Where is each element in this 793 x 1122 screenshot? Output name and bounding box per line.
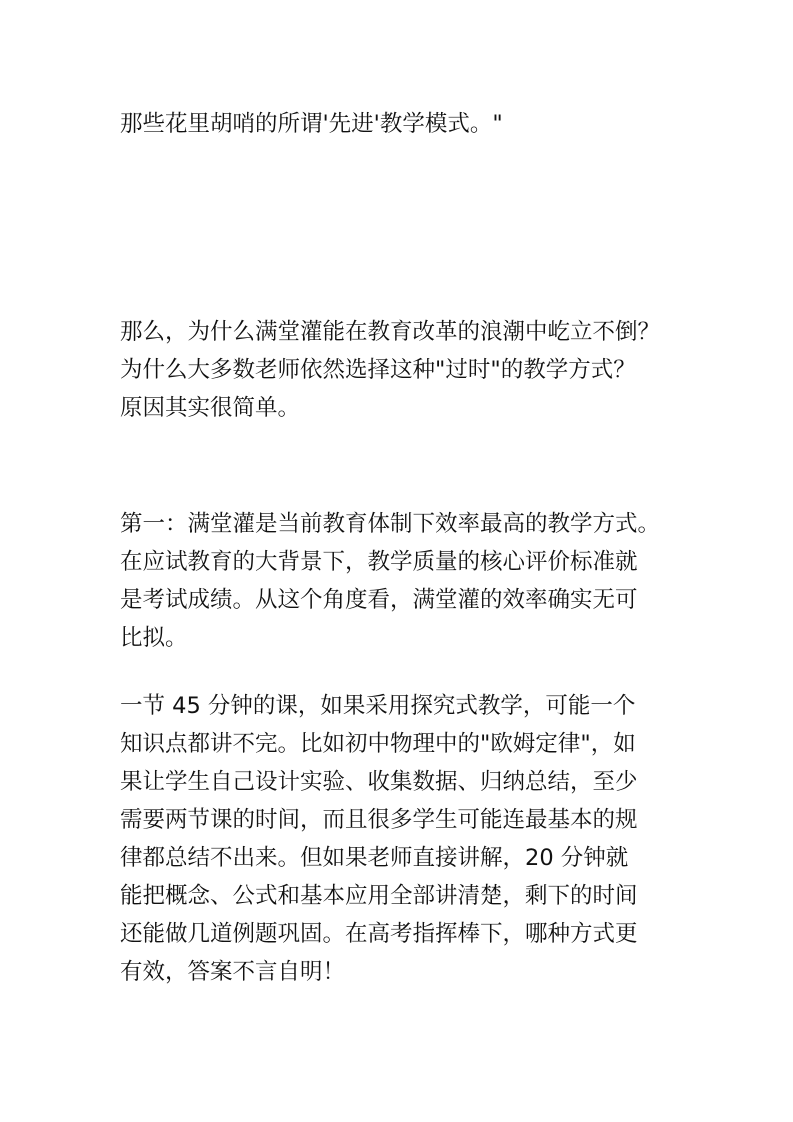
text-line: 一节 45 分钟的课，如果采用探究式教学，可能一个 [120,693,636,719]
text-line: 需要两节课的时间，而且很多学生可能连最基本的规 [120,807,638,833]
text-line: 律都总结不出来。但如果老师直接讲解，20 分钟就 [120,845,629,871]
text-line: 果让学生自己设计实验、收集数据、归纳总结，至少 [120,769,638,795]
text-line: 能把概念、公式和基本应用全部讲清楚，剩下的时间 [120,883,638,909]
text-line: 那些花里胡哨的所谓'先进'教学模式。" [120,111,503,137]
text-line: 原因其实很简单。 [120,395,301,421]
text-line: 第一：满堂灌是当前教育体制下效率最高的教学方式。 [120,511,661,537]
text-line: 比拟。 [120,625,188,651]
text-line: 有效，答案不言自明！ [120,959,346,985]
text-line: 那么，为什么满堂灌能在教育改革的浪潮中屹立不倒？ [120,319,661,345]
text-line: 为什么大多数老师依然选择这种"过时"的教学方式？ [120,357,636,383]
paragraph-example [120,687,710,991]
text-line: 是考试成绩。从这个角度看，满堂灌的效率确实无可 [120,587,638,613]
text-line: 知识点都讲不完。比如初中物理中的"欧姆定律"，如 [120,731,636,757]
paragraph-reason-one [120,505,710,657]
paragraph-intro-fragment [120,105,710,143]
paragraph-question [120,313,710,427]
text-line: 还能做几道例题巩固。在高考指挥棒下，哪种方式更 [120,921,638,947]
text-line: 在应试教育的大背景下，教学质量的核心评价标准就 [120,549,638,575]
